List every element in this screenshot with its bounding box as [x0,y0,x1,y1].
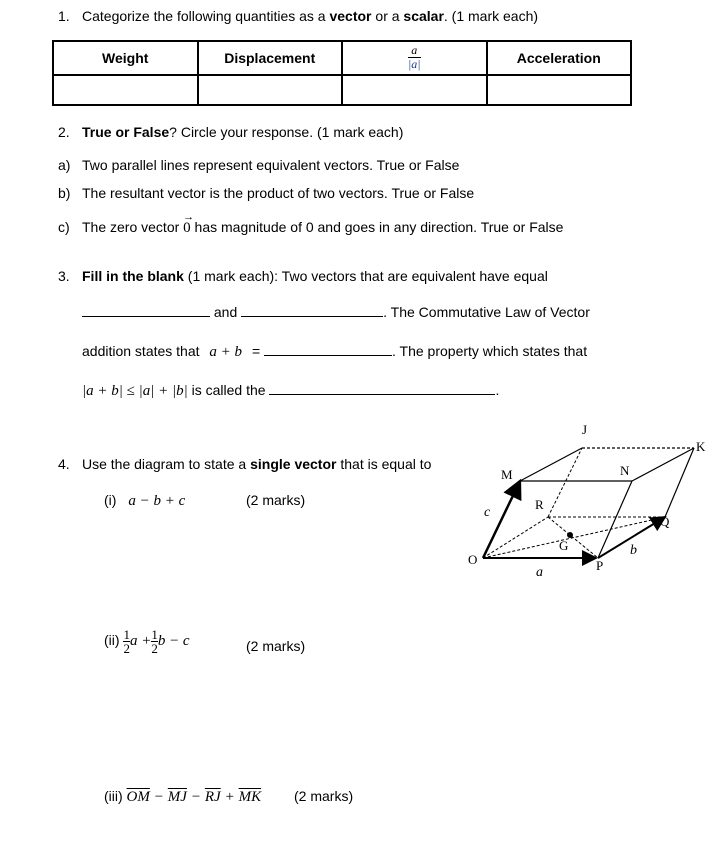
frac2-num: 1 [151,627,158,642]
blank-3[interactable] [264,341,392,356]
q3-sum-expr: a + b [209,344,243,360]
diag-rp [548,517,598,558]
label-q: Q [660,514,670,529]
q3-bold: Fill in the blank [82,268,184,284]
frac1-den: 2 [123,641,130,656]
q3-period: . [495,382,500,398]
q3-line1 [82,268,548,284]
q3-line2-end: . The Commutative Law of Vector [383,304,590,320]
q1-header-unit-vector [342,41,487,75]
op-2: − [190,789,201,805]
part-i-marks: (2 marks) [246,492,306,508]
part-iii-marks: (2 marks) [294,788,354,804]
q1-number: 1. [58,8,70,24]
unit-vector-den: |a| [407,57,421,72]
q1-header-row [53,41,631,75]
blank-4[interactable] [269,380,495,395]
q3-line3 [82,341,587,361]
part-ii-expr-b: b − c [157,633,190,650]
q1-answer-cell[interactable] [198,75,343,105]
edge-kq [665,448,694,517]
q3-line3-end: . The property which states that [392,343,588,359]
q1-text [82,8,538,24]
parallelepiped-diagram [460,418,718,578]
q3-equals: = [251,343,261,359]
q3-line4 [82,380,499,400]
q1-scalar-word: scalar [403,8,444,24]
zero-vector [183,211,195,236]
vec-rj: $\overline{RJ}$ [204,789,221,805]
q4-part-iii [104,788,261,806]
q3-line2 [82,302,590,320]
q1-answer-cell[interactable] [342,75,487,105]
vec-mj: $\overline{MJ}$ [167,789,187,805]
part-ii-label: (ii) [104,632,120,649]
label-p: P [596,558,604,573]
q3-and: and [213,304,238,320]
label-m: M [501,467,513,482]
label-n: N [620,463,630,478]
q4-suffix: that is equal to [336,456,432,472]
part-ii-expr-a: a + [129,633,152,650]
q4-part-ii [104,628,190,655]
q2-rest: ? Circle your response. (1 mark each) [169,124,404,140]
q3-line1-text: (1 mark each): Two vectors that are equivalent have equal [183,268,548,284]
q1-middle: or a [371,8,404,24]
q2c-post: has magnitude of 0 and goes in any direction. True or False [190,219,564,235]
label-r: R [535,497,544,512]
q1-prefix: Categorize the following quantities as a [82,8,330,24]
q2b-label: b) [58,185,71,201]
q2b-text: The resultant vector is the product of two vectors. True or False [82,185,475,201]
unit-vector-num: a [411,43,418,58]
q1-header-displacement: Displacement [198,41,343,75]
q2c-label: c) [58,219,70,235]
vector-arrow-icon: → [183,211,195,223]
q2a-label: a) [58,157,71,173]
blank-1[interactable] [82,302,210,317]
zero-vector-symbol: 0 [183,220,191,236]
q4-prefix: Use the diagram to state a [82,456,251,472]
label-vec-a: a [536,565,543,578]
label-j: J [582,422,588,437]
q3-line3-start: addition states that [82,343,200,359]
part-i-label: (i) [104,492,117,508]
label-k: K [696,439,706,454]
q4-part-i [104,492,185,510]
triangle-inequality-expr: |a + b| ≤ |a| + |b| [82,383,188,399]
q2a-text: Two parallel lines represent equivalent vectors. True or False [82,157,460,173]
label-vec-c: c [484,505,491,520]
q4-bold: single vector [250,456,337,472]
q1-header-weight: Weight [53,41,198,75]
q3-number: 3. [58,268,70,284]
q1-suffix: . (1 mark each) [443,8,539,24]
q1-header-acceleration: Acceleration [487,41,632,75]
label-o: O [468,552,478,567]
q4-number: 4. [58,456,70,472]
q2-number: 2. [58,124,70,140]
unit-vector-fraction [408,44,421,71]
frac2-den: 2 [151,641,158,656]
edge-rj [548,448,582,517]
part-iii-label: (iii) [104,788,123,804]
part-i-expr: a − b + c [128,493,186,509]
label-vec-b: b [630,543,637,558]
q1-answer-row [53,75,631,105]
q1-table [52,40,632,106]
q2c-text [82,211,564,237]
diag-oq [483,517,665,558]
blank-2[interactable] [241,302,383,317]
q4-text [82,456,431,472]
q1-answer-cell[interactable] [487,75,632,105]
part-ii-marks: (2 marks) [246,638,306,654]
edge-nk [632,448,694,481]
q2-text [82,124,403,140]
q1-vector-word: vector [329,8,372,24]
q1-answer-cell[interactable] [53,75,198,105]
vec-mk: $\overline{MK}$ [238,789,262,805]
frac1-num: 1 [123,627,130,642]
q3-line4-text: is called the [191,382,266,398]
vec-om: $\overline{OM}$ [126,789,150,805]
q2c-pre: The zero vector [82,219,184,235]
label-g: G [559,538,569,553]
edge-mj [520,448,582,481]
q2-bold: True or False [82,124,170,140]
op-3: + [224,789,235,805]
op-1: − [153,789,164,805]
